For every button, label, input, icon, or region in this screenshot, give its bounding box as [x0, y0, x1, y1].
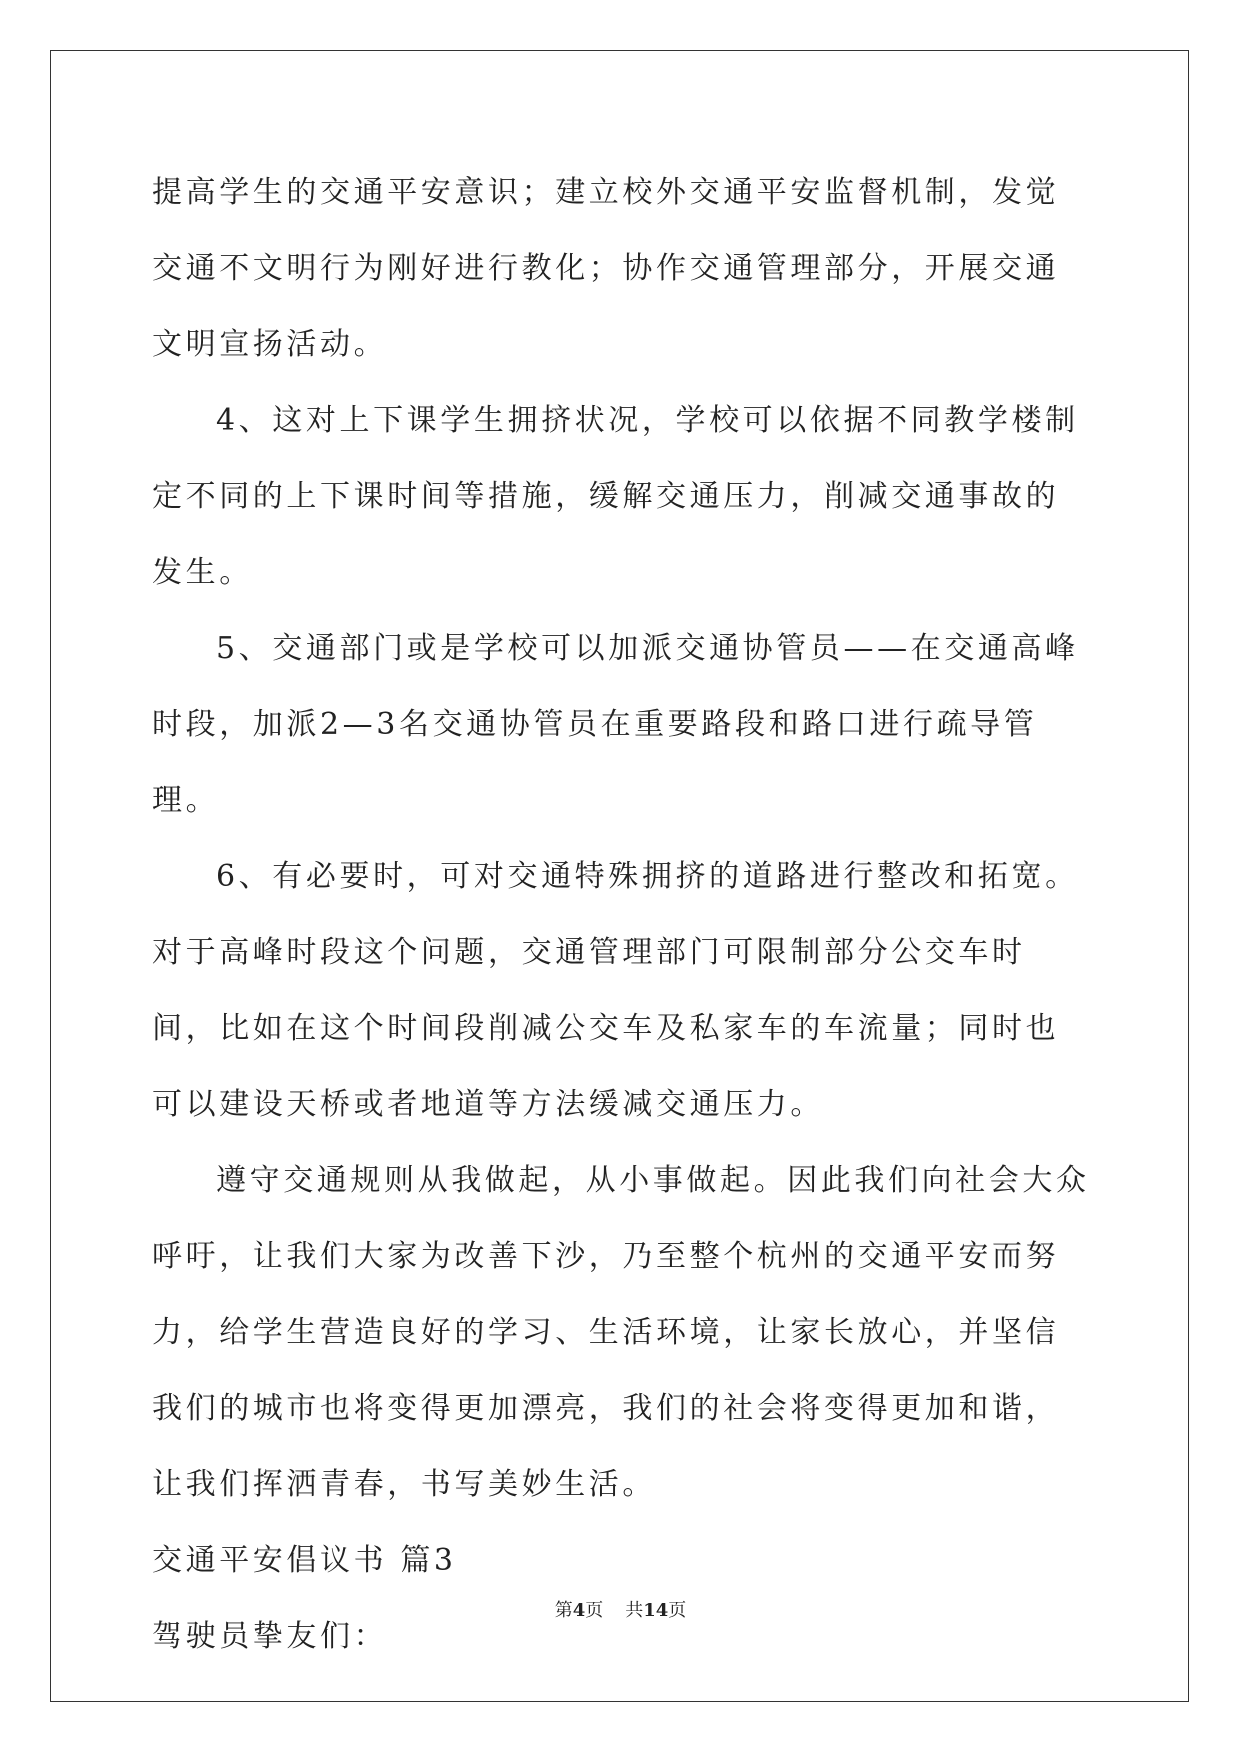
paragraph-1: 提高学生的交通平安意识；建立校外交通平安监督机制，发觉交通不文明行为刚好进行教化；协作交通管理部分，开展交通文明宣扬活动。 [152, 175, 1060, 362]
page-prefix: 第 [554, 1600, 573, 1621]
paragraph-5: 遵守交通规则从我做起，从小事做起。因此我们向社会大众呼吁，让我们大家为改善下沙，乃至整个杭州的交通平安而努力，给学生营造良好的学习、生活环境，让家长放心，并坚信我们的城市也将变得更加漂亮，我们的社会将变得更加和谐，让我们挥洒青春，书写美妙生活。 [152, 1163, 1090, 1502]
page-suffix: 页 [585, 1600, 604, 1621]
page-number: 4 [572, 1600, 586, 1621]
paragraph-2: 4、这对上下课学生拥挤状况，学校可以依据不同教学楼制定不同的上下课时间等措施，缓解交通压力，削减交通事故的发生。 [152, 403, 1079, 590]
paragraph-4: 6、有必要时，可对交通特殊拥挤的道路进行整改和拓宽。对于高峰时段这个问题，交通管理部门可限制部分公交车时间，比如在这个时间段削减公交车及私家车的车流量；同时也可以建设天桥或者地道等方法缓减交通压力。 [152, 859, 1079, 1122]
total-prefix: 共 [625, 1600, 644, 1621]
document-body [152, 155, 1092, 1675]
salutation: 驾驶员挚友们： [152, 1619, 388, 1654]
section-heading: 交通平安倡议书 篇3 [152, 1543, 457, 1578]
total-pages: 14 [643, 1600, 669, 1621]
page-footer [0, 1596, 1241, 1622]
paragraph-3: 5、交通部门或是学校可以加派交通协管员——在交通高峰时段，加派2—3名交通协管员在重要路段和路口进行疏导管理。 [152, 631, 1079, 818]
total-suffix: 页 [668, 1600, 687, 1621]
